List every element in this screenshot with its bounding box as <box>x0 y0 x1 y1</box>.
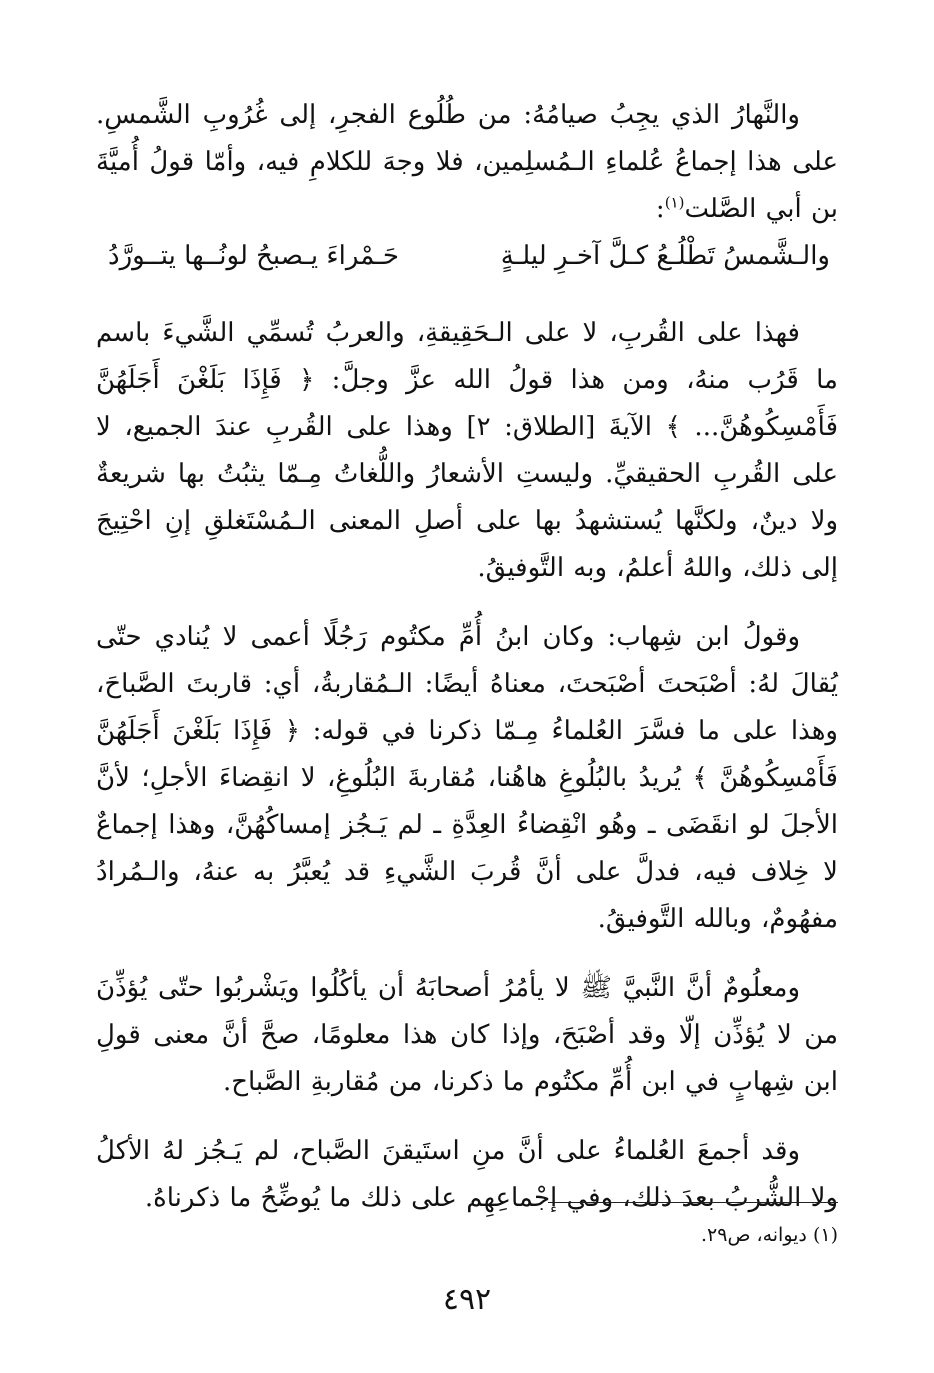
paragraph-1 <box>96 92 838 233</box>
verse-second-hemistich: حَـمْراءَ يـصبحُ لونُــها يتــورَّدُ <box>108 241 399 271</box>
paragraph-2: فهذا على القُربِ، لا على الـحَقِيقةِ، والعربُ تُسمِّي الشَّيءَ باسم ما قَرُب منهُ، ومن هذا قولُ الله عزَّ وجلَّ: ﴿ فَإِذَا بَلَغْنَ أَجَلَهُنَّ فَأَمْسِكُوهُنَّ... ﴾ الآيةَ [الطلاق: ٢] وهذا على القُربِ عندَ الجميع، لا على القُربِ الحقيقيِّ. وليستِ الأشعارُ واللُّغاتُ مِـمّا يثبُتُ بها شريعةٌ ولا دينٌ، ولكنَّها يُستشهدُ بها على أصلِ المعنى الـمُسْتَغلقِ إنِ احْتِيجَ إلى ذلك، واللهُ أعلمُ، وبه التَّوفيقُ. <box>96 318 838 583</box>
paragraph-1-colon: : <box>655 194 665 224</box>
page-body <box>96 92 838 1342</box>
paragraph-1-text: والنَّهارُ الذي يجِبُ صيامُهُ: من طُلُوع الفجرِ، إلى غُرُوبِ الشَّمسِ. على هذا إجماعُ عُلماءِ الـمُسلِمين، فلا وجهَ للكلامِ فيه، وأمّا قولُ أُميَّةَ بن أبي الصَّلت <box>96 100 838 224</box>
page-number: ٤٩٢ <box>442 1282 492 1317</box>
paragraph-4: ومعلُومٌ أنَّ النَّبيَّ ﷺ لا يأمُرُ أصحابَهُ أن يأكُلُوا ويَشْربُوا حتّى يُؤذِّنَ من لا يُؤذِّن إلّا وقد أصْبَحَ، وإذا كان هذا معلومًا، صحَّ أنَّ معنى قولِ ابن شِهابٍ في ابن أُمِّ مكتُوم ما ذكرنا، من مُقاربةِ الصَّباح. <box>96 973 838 1097</box>
paragraph-5: وقد أجمعَ العُلماءُ على أنَّ منِ استَيقنَ الصَّباح، لم يَـجُز لهُ الأكلُ ولا الشُّربُ بعدَ ذلك، وفي إجْماعِهِم على ذلك ما يُوضِّحُ ما ذكرناهُ. <box>96 1136 838 1213</box>
footnote-reference[interactable]: (١) <box>664 193 685 212</box>
verse-first-hemistich: والـشَّمسُ تَطْلُـعُ كـلَّ آخـرِ ليلـةٍ <box>500 241 830 271</box>
footnote: (١) ديوانه، ص٢٩. <box>700 1224 838 1246</box>
paragraph-3: وقولُ ابن شِهاب: وكان ابنُ أُمِّ مكتُوم رَجُلًا أعمى لا يُنادي حتّى يُقالَ لهُ: أصْبَحتَ أصْبَحتَ، معناهُ أيضًا: الـمُقاربةُ، أي: قاربتَ الصَّباحَ، وهذا على ما فسَّرَ العُلماءُ مِـمّا ذكرنا في قوله: ﴿ فَإِذَا بَلَغْنَ أَجَلَهُنَّ فَأَمْسِكُوهُنَّ ﴾ يُريدُ بالبُلُوغِ هاهُنا، مُقاربةَ البُلُوغِ، لا انقِضاءَ الأجلِ؛ لأنَّ الأجلَ لو انقَضَى ـ وهُو انْقِضاءُ العِدَّةِ ـ لم يَـجُز إمساكُهُنَّ، وهذا إجماعٌ لا خِلاف فيه، فدلَّ على أنَّ قُربَ الشَّيءِ قد يُعبَّرُ به عنهُ، والـمُرادُ مفهُومٌ، وبالله التَّوفيقُ. <box>96 622 838 934</box>
poem-verse <box>96 233 838 280</box>
footnote-divider <box>548 1202 838 1203</box>
